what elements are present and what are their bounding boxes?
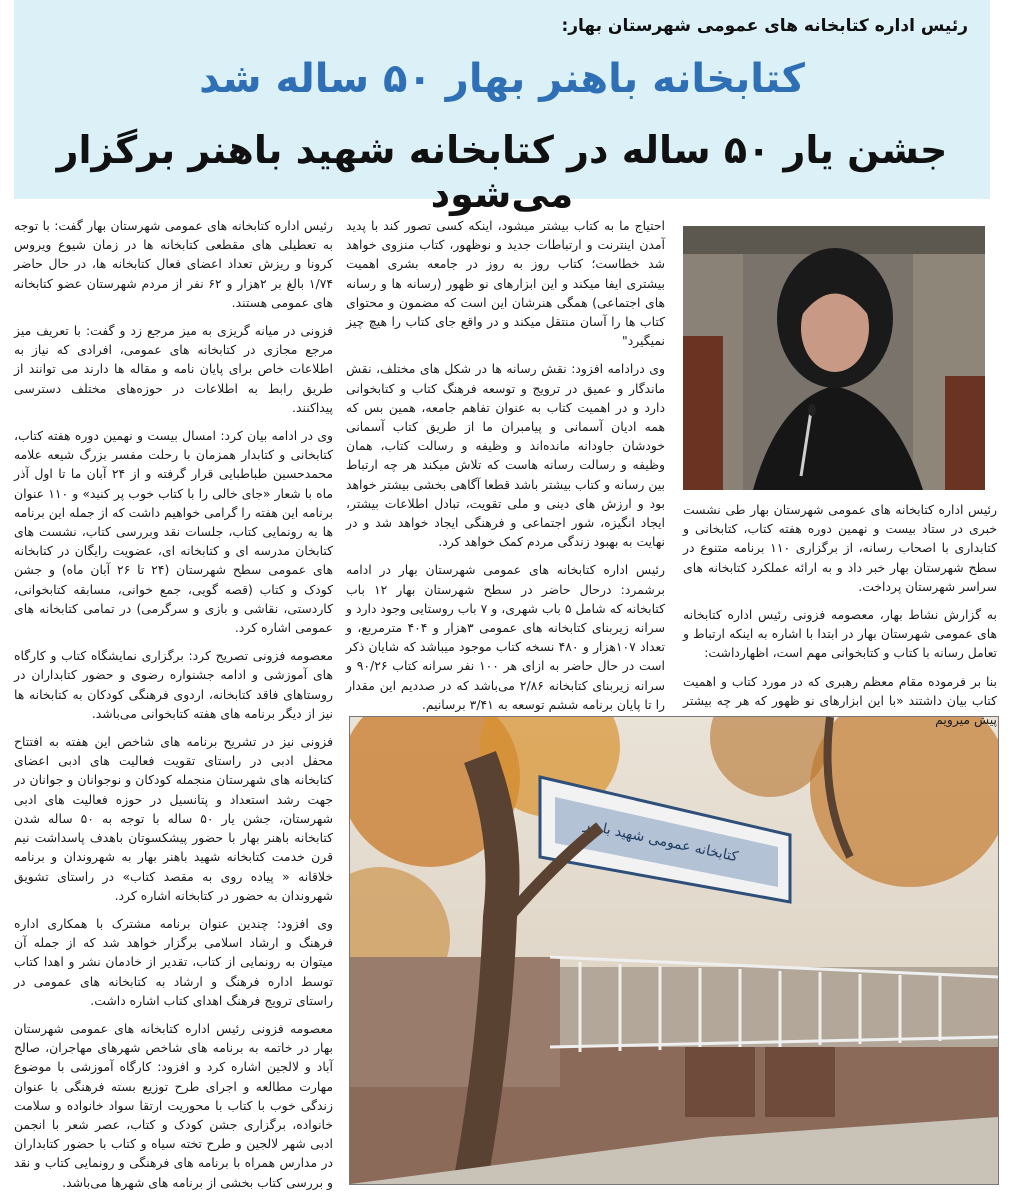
headline-subtitle: جشن یار ۵۰ ساله در کتابخانه شهید باهنر برگزار می‌شود	[56, 128, 948, 216]
library-photo	[349, 716, 999, 1185]
portrait-photo	[683, 226, 985, 490]
paragraph: بنا بر فرموده مقام معظم رهبری که در مورد کتاب و اهمیت کتاب بیان داشتند «با این ابزارهای نو ظهور که هر چه بیشتر پیش میرویم	[683, 673, 997, 728]
paragraph: رئیس اداره کتابخانه های عمومی شهرستان بهار طی نشست خبری در ستاد بیست و نهمین دوره هفته کتاب، کتابخانی و کتابداری با اصحاب رسانه، از برگزاری ۱۱۰ برنامه متنوع در سطح شهرستان بهار خبر داد و به ارائه عملکرد کتابخانه های سراسر شهرستان پرداخت.	[683, 502, 997, 594]
paragraph: معصومه فزونی تصریح کرد: برگزاری نمایشگاه کتاب و کارگاه های آموزشی و ادامه جشنواره رضوی و حضور کتابداران در روستاهای فاقد کتابخانه، اردوی فرهنگی کودکان به کتابخانه ها نیز از دیگر برنامه های هفته کتابخوانی می‌باشد.	[14, 648, 333, 721]
paragraph: وی در ادامه بیان کرد: امسال بیست و نهمین دوره هفته کتاب، کتابخانی و کتابدار همزمان با رحلت مفسر بزرگ شیعه علامه محمدحسین طباطبایی قرار گرفته و از ۲۴ آبان ما تا اول آذر ماه با شعار «جای خالی را با کتاب خوب پر کنید» و ۱۱۰ عنوان برنامه این هفته را گرامی خواهیم داشت که از جمله این برنامه ها به رونمایی کتاب، جلسات نقد وبررسی کتاب، نشست های کتابخان مدرسه ای و کتابخانه ای، عضویت رایگان در کتابخانه های عمومی سطح شهرستان (۲۴ تا ۲۶ آبان ماه) و جشن کودک و کتاب (قصه گویی، جمع خوانی، مسابقه کتابخوانی، کاردستی، نقاشی و بازی و سرگرمی) در تمامی کتابخانه های عمومی اشاره کرد.	[14, 428, 334, 636]
paragraph: وی افزود: چندین عنوان برنامه مشترک با همکاری اداره فرهنگ و ارشاد اسلامی برگزار خواهد شد که از جمله آن میتوان به رونمایی از کتاب، تقدیر از خادمان نشر و اهدا کتاب توسط اداره فرهنگ و ارشاد به کتابخانه های عمومی در راستای ترویج فرهنگ اهدای کتاب اشاره داشت.	[14, 915, 333, 1008]
library-sign-text: کتابخانه عمومی شهید باهنر	[582, 816, 740, 866]
library-illustration	[350, 717, 998, 1184]
article-column-middle	[346, 216, 665, 723]
paragraph: وی درادامه افزود: نقش رسانه ها در شکل های مختلف، نقش ماندگار و عمیق در ترویج و توسعه فرهنگ کتاب و کتابخوانی دارد و در اهمیت کتاب به عنوان تفاهم جامعه، همین بس که همه ادیان آسمانی و پیامبران ما از طریق کتاب آسمانی خودشان جاودانه مانده‌اند و وظیفه و رسالت کتاب، همان وظیفه و رسالت رسانه هاست که تلاش میکند هر چه ارتباط بین رسانه و کتاب بیشتر باشد قطعا آگاهی بخشی بیشتر خواهد بود و ارزش های دینی و ملی تقویت، تبادل اطلاعات بیشتر، ایجاد انگیزه، شور اجتماعی و فرهنگی ایجاد خواهد شد و در نهایت به بهبود زندگی مردم کمک خواهد کرد.	[346, 361, 665, 550]
article-column-left	[14, 216, 333, 1201]
headline-kicker: رئیس اداره کتابخانه های عمومی شهرستان بهار:	[561, 16, 968, 36]
paragraph: رئیس اداره کتابخانه های عمومی شهرستان بهار در ادامه برشمرد: درحال حاضر در سطح شهرستان بهار ۱۲ باب کتابخانه که شامل ۵ باب شهری، و ۷ باب روستایی وجود دارد و سرانه زیربنای کتابخانه های عمومی ۳هزار و ۴۰۴ مترمربع، و تعداد ۱۰۷هزار و ۴۸۰ نسخه کتاب موجود میباشد که شایان ذکر است در حال حاضر به ازای هر ۱۰۰ نفر سرانه کتاب ۹۰/۲۶ و سرانه زیربنای کتابخانه ۲/۸۶ می‌باشد که در صددیم این مقدار را تا پایان برنامه ششم توسعه به ۳/۴۱ برسانیم.	[346, 562, 665, 712]
paragraph: به گزارش نشاط بهار، معصومه فزونی رئیس اداره کتابخانه های عمومی شهرستان بهار در ابتدا با اشاره به اینکه ارتباط و تعامل رسانه با کتاب و کتابخوانی مهم است، اظهارداشت:	[683, 607, 997, 661]
paragraph: فزونی نیز در تشریح برنامه های شاخص این هفته به افتتاح محفل ادبی در راستای تقویت فعالیت های ادبی اعضای کتابخانه های شهرستان منجمله کودکان و نوجوانان و جوانان در جهت رشد استعداد و پتانسیل در حوزه فعالیت های ادبی شهرستان، جشن یار ۵۰ ساله با توجه به ۵۰ ساله شدن کتابخانه باهنر بهار با حضور پیشکسوتان باهدف پاسداشت نیم قرن خدمت کتابخانه شهید باهنر بهار به شهروندان و برنامه خلاقانه « پیاده روی به مقصد کتاب» در راستای تشویق شهروندان به حضور در کتابخانه اشاره کرد.	[14, 734, 333, 903]
paragraph: معصومه فزونی رئیس اداره کتابخانه های عمومی شهرستان بهار در خاتمه به برنامه های شاخص شهرهای مهاجران، صالح آباد و لالجین اشاره کرد و افزود: کارگاه آموزشی با موضوع مهارت مطالعه و اجرای طرح توزیع بسته فرهنگی با عنوان زندگی خوب با کتاب با محوریت ارتقا سواد خانواده و سلامت خانواده، برگزاری جشن کودک و کتاب، عصر شعر با انجمن ادبی شهر لالجین و طرح تخته سیاه و کتاب با حضور کتابداران در مدارس همراه با برنامه های فرهنگی و رونمایی کتاب و نقد و بررسی کتاب بخشی از برنامه های شهرها می‌باشد.	[14, 1020, 333, 1190]
paragraph: فزونی در میانه گریزی به میز مرجع زد و گفت: با تعریف میز مرجع مجازی در کتابخانه های عمومی، افرادی که نیاز به اطلاعات خاص برای پایان نامه و مقاله ها دارند می توانند از طریق رابط به اطلاعات در حوزه‌های مختلف دسترسی پیداکنند.	[14, 323, 333, 415]
paragraph: رئیس اداره کتابخانه های عمومی شهرستان بهار گفت: با توجه به تعطیلی های مقطعی کتابخانه ها در زمان شیوع ویروس کرونا و ریزش تعداد اعضای فعال کتابخانه ها، در حال حاضر ۱/۷۴ بالغ بر ۲هزار و ۶۲ نفر از مردم شهرستان عضو کتابخانه های عمومی هستند.	[14, 218, 333, 310]
article-column-right	[683, 500, 997, 738]
portrait-illustration	[683, 226, 985, 490]
headline-banner	[14, 0, 990, 216]
headline-title: کتابخانه باهنر بهار ۵۰ ساله شد	[199, 56, 805, 102]
paragraph: احتیاج ما به کتاب بیشتر میشود، اینکه کسی تصور کند با پدید آمدن اینترنت و ارتباطات جدید و نوظهور، کتاب منزوی خواهد شد خطاست؛ کتاب روز به روز در جامعه بشری اهمیت بیشتری ایفا میکند و این ابزارهای نو ظهور (رسانه ها و رسانه های اجتماعی) همگی هنرشان این است که مضمون و محتوای کتاب ها را آسان منتقل میکند و در واقع جای کتاب را هیچ چیز نمیگیرد"	[346, 218, 665, 349]
